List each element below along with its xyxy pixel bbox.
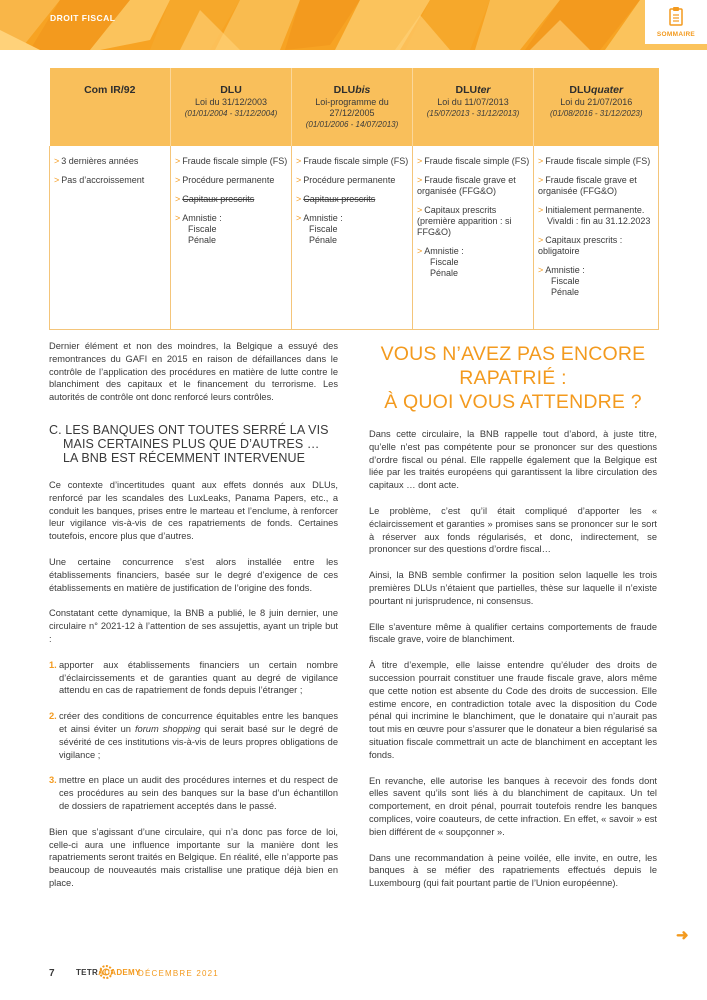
section-label: DROIT FISCAL [50, 13, 116, 23]
list-item: > Amnistie : Fiscale Pénale [175, 213, 222, 245]
sommaire-label: SOMMAIRE [656, 31, 696, 38]
list-item: > Capitaux prescrits : obligatoire [538, 235, 623, 256]
list-item: 2. créer des conditions de concurrence équitables entre les banques et ainsi éviter un forum shopping qui serait basé sur le degré de sévérité de ces institutions vis-à-vis de leurs propres obligations de vigilance ; [49, 711, 338, 760]
cell-dlu [171, 146, 292, 329]
list-item: > Amnistie : Fiscale Pénale [296, 213, 343, 245]
list-item: > Amnistie : Fiscale Pénale [417, 246, 464, 278]
list-item: > Procédure permanente [296, 175, 396, 185]
list-item: > 3 dernières années [54, 156, 139, 166]
dlu-comparison-table [49, 68, 659, 330]
cell-dlubis [292, 146, 413, 329]
header-band [0, 0, 707, 50]
sommaire-button[interactable] [645, 0, 707, 44]
header-dlu: DLU Loi du 31/12/2003 (01/01/2004 - 31/12/2004) [171, 68, 292, 146]
list-item: > Fraude fiscale simple (FS) [296, 156, 409, 166]
paragraph: Dans une recommandation à peine voilée, elle invite, en outre, les banques à se méfier des rapatriements effectués depuis le Luxembourg (qui fait pourtant partie de l’Union européenne). [369, 852, 657, 889]
list-item: > Capitaux prescrits [175, 194, 255, 204]
header-dluquater: DLUquater Loi du 21/07/2016 (01/08/2016 - 31/12/2023) [534, 68, 659, 146]
gear-icon [97, 963, 115, 981]
list-item: 3. mettre en place un audit des procédures internes et du respect de ces procédures au sein des banques sur la base d’un échantillon de dossiers de rapatriement acceptés dans le passé. [49, 775, 338, 811]
list-item: > Capitaux prescrits (première apparition : si FFG&O) [417, 205, 512, 237]
paragraph: Ce contexte d’incertitudes quant aux effets donnés aux DLUs, renforcé par les scandales des LuxLeaks, Panama Papers, etc., a conduit les banques, prises entre le marteau et l’enclume, à renforcer leur vigilance vis-à-vis de ces rapatriements de fonds. Certaines toutefois, encore plus que d’autres. [49, 479, 338, 542]
right-column [369, 340, 657, 903]
list-item: > Initialement permanente. Vivaldi : fin au 31.12.2023 [538, 205, 651, 226]
header-com-ir92: Com IR/92 [50, 68, 171, 146]
paragraph: Dans cette circulaire, la BNB rappelle tout d’abord, à juste titre, qu’elle n’est pas compétente pour se prononcer sur des questions d’ordre fiscal ou pénal. Elle rappelle également que la Belgique est liée par les traités européens qui garantissent la libre circulation des capitaux … dont acte. [369, 429, 657, 491]
document-icon [669, 6, 683, 26]
paragraph: Elle s’aventure même à qualifier certains comportements de fraude fiscale grave, voire de blanchiment. [369, 621, 657, 645]
list-item: > Fraude fiscale grave et organisée (FFG&O) [417, 175, 516, 196]
paragraph: Constatant cette dynamique, la BNB a publié, le 8 juin dernier, une circulaire n° 2021-12 à l’attention de ses assujettis, ayant un triple but : [49, 608, 338, 644]
paragraph: Le problème, c’est qu’il était compliqué d’apporter les « éclaircissement et garanties » promises sans se prononcer sur le sort à réserver aux fonds régularisés, et donc, indirectement, se prononcer sur des questions d’ordre fiscal… [369, 505, 657, 555]
cell-dluter [413, 146, 534, 329]
list-item: > Pas d’accroissement [54, 175, 145, 185]
paragraph: À titre d’exemple, elle laisse entendre qu’éluder des droits de succession pourrait constituer une fraude fiscale grave, alors même que cette notion est absente du Code des droits de succession. Elle estime encore, en contradiction totale avec la disposition du Code pénal qui incrimine le blanchiment, que le donataire qui n’aurait pas tout mis en œuvre pour s’assurer que le donateur a bien régularisé sa situation fiscale commettrait un acte de blanchiment en acceptant les fonds. [369, 660, 657, 760]
paragraph: Ainsi, la BNB semble confirmer la position selon laquelle les trois premières DLUs n’étaient que partielles, thèse sur laquelle il n’existe pourtant ni jurisprudence, ni consensus. [369, 570, 657, 606]
cell-com-ir92 [50, 146, 171, 329]
paragraph: Dernier élément et non des moindres, la Belgique a essuyé des remontrances du GAFI en 2015 en raison de défaillances dans le contrôle de l’application des procédures en matière de lutte contre le blanchiment des capitaux et le financement du terrorisme. Les autorités de contrôle ont donc renforcé leurs contrôles. [49, 341, 338, 403]
header-dluter: DLUter Loi du 11/07/2013 (15/07/2013 - 31/12/2013) [413, 68, 534, 146]
cell-dluquater [534, 146, 659, 329]
paragraph: En revanche, elle autorise les banques à recevoir des fonds dont elles savent qu’ils sont liés à du blanchiment de capitaux. Un tel comportement, en droit pénal, pourrait toutefois rendre les banques complices, voire coauteurs, de cette infraction. En effet, « savoir » est bien différent de « soupçonner ». [369, 775, 657, 837]
list-item: > Fraude fiscale grave et organisée (FFG&O) [538, 175, 637, 196]
paragraph: Une certaine concurrence s’est alors installée entre les établissements financiers, basée sur le degré d’exigence de ces établissements en matière de justification de l’origine des fonds. [49, 556, 338, 593]
header-pattern [0, 0, 707, 50]
header-dlubis: DLUbis Loi-programme du 27/12/2005 (01/01/2006 - 14/07/2013) [292, 68, 413, 146]
list-item: > Fraude fiscale simple (FS) [538, 156, 651, 166]
list-item: 1. apporter aux établissements financiers un certain nombre d’éclaircissements et de garanties quant au degré de vigilance attendu en cas de rapatriement de fonds depuis l’étranger ; [49, 659, 338, 696]
footer [0, 927, 707, 1000]
list-item: > Procédure permanente [175, 175, 275, 185]
left-column [49, 340, 338, 903]
brand-logo: TETRACADEMY [76, 968, 141, 977]
section-title: VOUS N’AVEZ PAS ENCORE RAPATRIÉ : À QUOI VOUS ATTENDRE ? [380, 343, 646, 413]
list-item: > Fraude fiscale simple (FS) [175, 156, 288, 166]
section-heading-c: C. LES BANQUES ONT TOUTES SERRÉ LA VIS MAIS CERTAINES PLUS QUE D’AUTRES … LA BNB EST RÉCEMMENT INTERVENUE [49, 422, 329, 465]
next-page-arrow-icon[interactable]: ➜ [676, 927, 689, 944]
page-number: 7 [49, 968, 55, 979]
paragraph: Bien que s’agissant d’une circulaire, qui n’a donc pas force de loi, celle-ci aura une influence importante sur la manière dont les rapatriements seront traités en Belgique. En réalité, elle n’apporte pas beaucoup de nouveautés mais cristallise une pratique déjà bien en place. [49, 826, 338, 888]
list-item: > Capitaux prescrits [296, 194, 376, 204]
issue-date: DÉCEMBRE 2021 [138, 969, 219, 978]
list-item: > Amnistie : Fiscale Pénale [538, 265, 585, 297]
list-item: > Fraude fiscale simple (FS) [417, 156, 530, 166]
